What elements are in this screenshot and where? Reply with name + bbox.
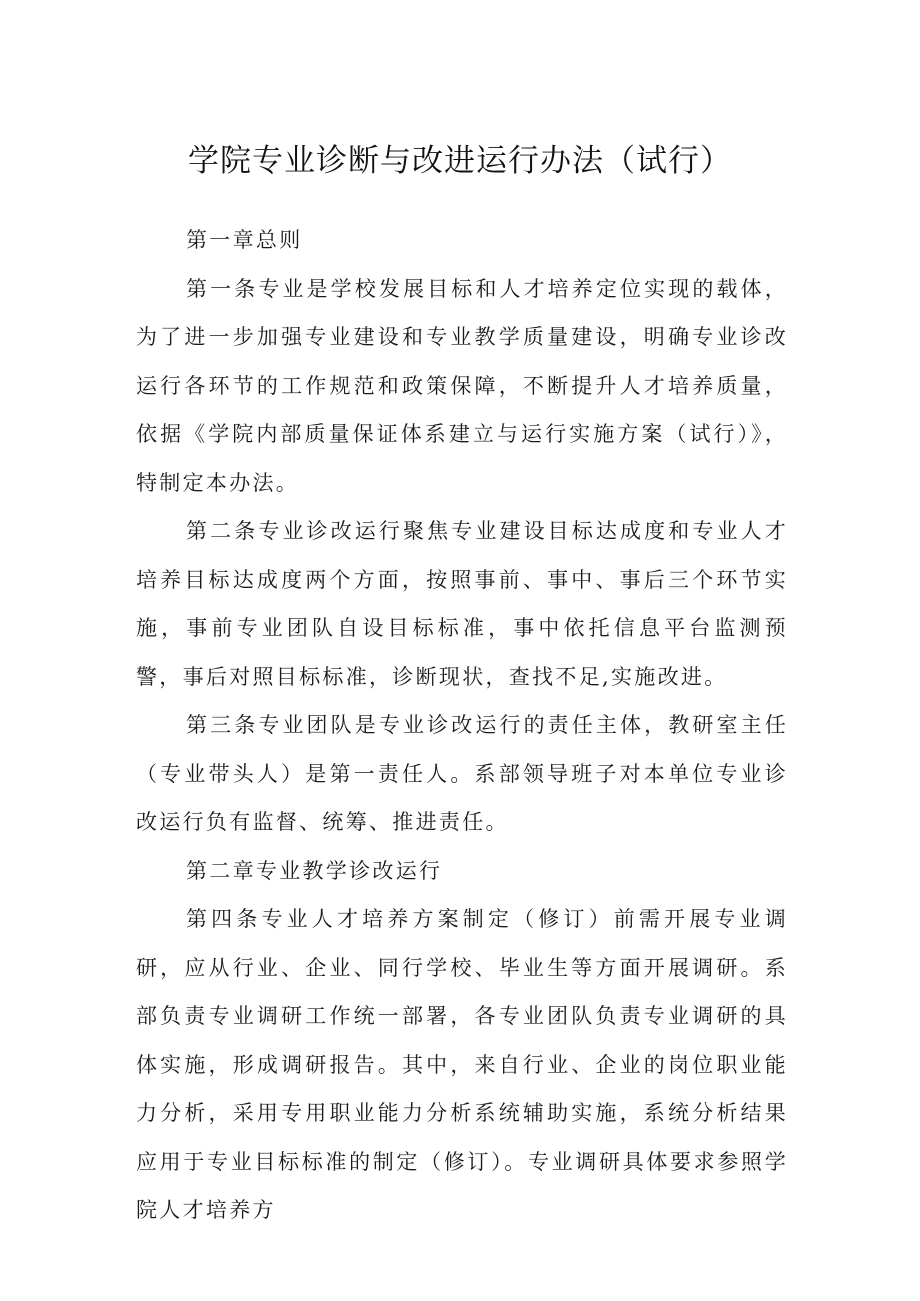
document-title: 学院专业诊断与改进运行办法（试行） [188,143,732,179]
chapter-heading: 第二章专业教学诊改运行 [186,858,443,883]
document-body [136,216,788,1235]
chapter-heading: 第一章总则 [186,228,303,252]
article-paragraph: 第四条专业人才培养方案制定（修订）前需开展专业调研，应从行业、企业、同行学校、毕业生等方面开展调研。系部负责专业调研工作统一部署，各专业团队负责专业调研的具体实施，形成调研报告。其中，来自行业、企业的岗位职业能力分析，采用专用职业能力分析系统辅助实施，系统分析结果应用于专业目标标准的制定（修订）。专业调研具体要求参照学院人才培养方 [136,907,788,1222]
article-paragraph: 第一条专业是学校发展目标和人才培养定位实现的载体，为了进一步加强专业建设和专业教学质量建设，明确专业诊改运行各环节的工作规范和政策保障，不断提升人才培养质量，依据《学院内部质量保证体系建立与运行实施方案（试行）》，特制定本办法。 [136,276,788,495]
article-paragraph: 第二条专业诊改运行聚焦专业建设目标达成度和专业人才培养目标达成度两个方面，按照事前、事中、事后三个环节实施，事前专业团队自设目标标准，事中依托信息平台监测预警，事后对照目标标准，诊断现状，查找不足,实施改进。 [136,519,788,689]
article-paragraph: 第三条专业团队是专业诊改运行的责任主体，教研室主任（专业带头人）是第一责任人。系部领导班子对本单位专业诊改运行负有监督、统筹、推进责任。 [136,713,788,834]
